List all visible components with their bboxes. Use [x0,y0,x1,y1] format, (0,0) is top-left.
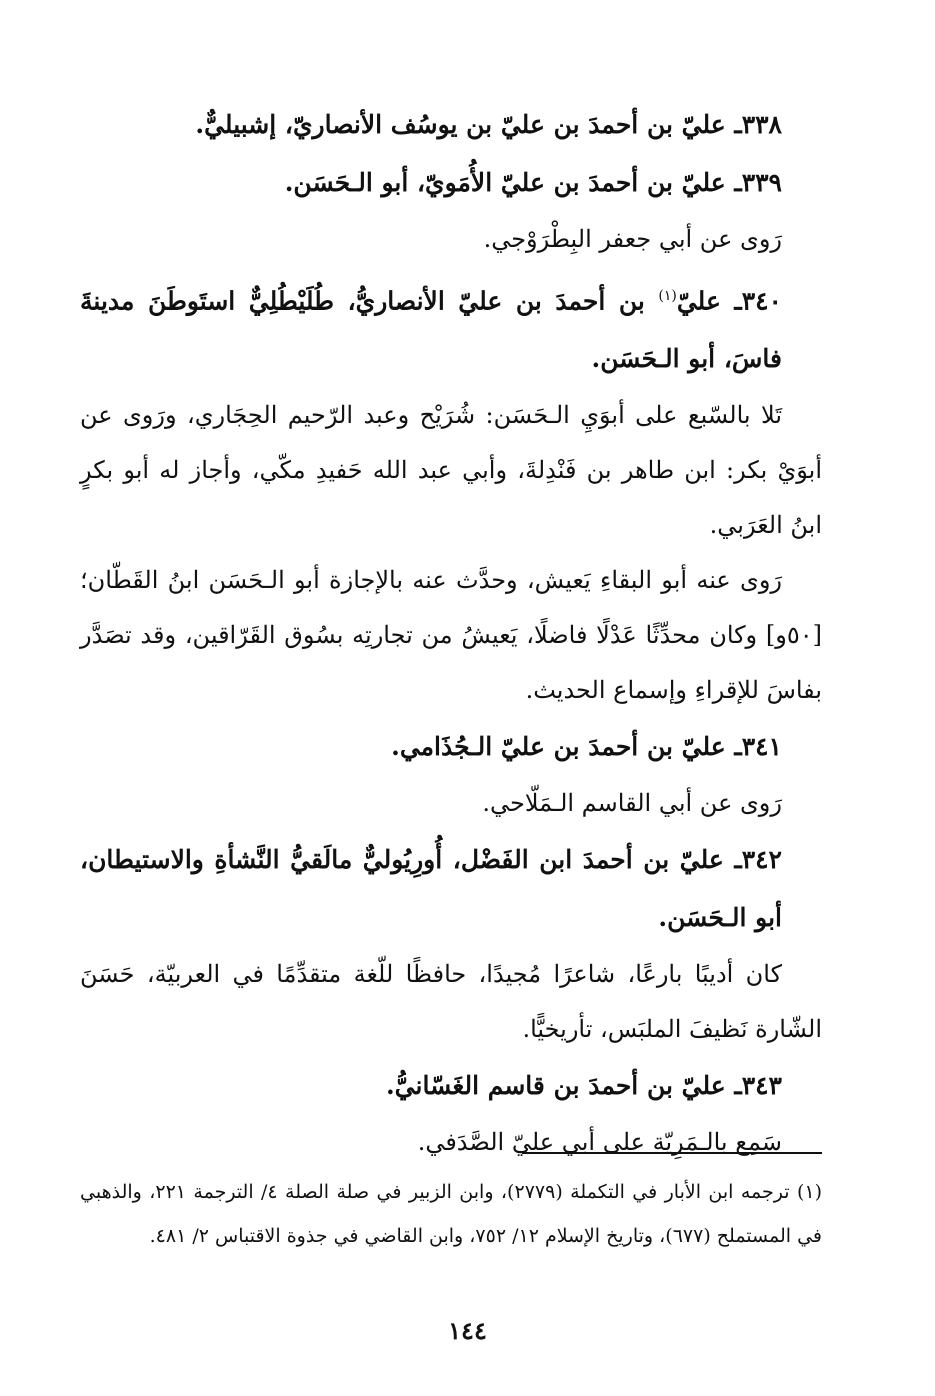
footnotes [80,1170,822,1258]
entry-340-paragraph-1: تَلا بالسّبع على أبوَيِ الـحَسَن: شُرَيْح وعبد الرّحيم الحِجَاري، ورَوى عن أبوَيْ بكر: ابن طاهر بن فَنْدِلةَ، وأبي عبد الله حَفيدِ مكّي، وأجاز له أبو بكرٍ ابنُ العَرَبي. [80,401,822,540]
entry-341-title: ٣٤١ـ عليّ بن أحمدَ بن عليّ الـجُذَامي. [391,732,782,762]
entry-341-text: رَوى عن أبي القاسم الـمَلّاحي. [482,789,782,818]
entry-342-text: كان أديبًا بارعًا، شاعرًا مُجيدًا، حافظًا للّغة متقدِّمًا في العربيّة، حَسَنَ الشّارة نَظيفَ الملبَس، تأريخيًّا. [80,960,822,1044]
footnote-1: (١) ترجمه ابن الأبار في التكملة (٢٧٧٩)، وابن الزبير في صلة الصلة ٤/ الترجمة ٢٢١، والذهبي في المستملح (٦٧٧)، وتاريخ الإسلام ١٢/ ٧٥٢، وابن القاضي في جذوة الاقتباس ٢/ ٤٨١. [80,1181,823,1247]
entry-338-title: ٣٣٨ـ عليّ بن أحمدَ بن عليّ بن يوسُف الأنصاريّ، إشبيليٌّ. [195,110,782,139]
entry-340-title-start: ٣٤٠ـ عليّ [676,286,782,316]
entry-342-title: ٣٤٢ـ عليّ بن أحمدَ ابن الفَضْل، أُورِيُوليٌّ مالَقيُّ النَّشأةِ والاستيطان، أبو الـحَسَن. [80,845,782,933]
footnote-ref: (١) [658,288,677,304]
entry-343-title: ٣٤٣ـ عليّ بن أحمدَ بن قاسم الغَسّانيُّ. [385,1071,782,1101]
page-number: ١٤٤ [448,1316,487,1345]
entry-340-title-end: بن أحمدَ بن عليّ الأنصاريُّ، طُلَيْطُلِيٌّ استَوطَنَ مدينةَ فاسَ، أبو الـحَسَن. [80,286,782,374]
entry-339-title: ٣٣٩ـ عليّ بن أحمدَ بن عليّ الأُمَويّ، أبو الـحَسَن. [284,168,782,197]
entry-343-text: سَمِع بالـمَرِيّة على أبي عليّ الصَّدَفي. [417,1128,782,1157]
page-body [80,96,822,1170]
footnote-divider [522,1152,822,1154]
entry-340-title [80,267,822,388]
entry-340-paragraph-2: رَوى عنه أبو البقاءِ يَعيش، وحدَّث عنه بالإجازة أبو الـحَسَن ابنُ القَطّان؛ [٥٠و] وكان محدِّثًا عَدْلًا فاضلًا، يَعيشُ من تجارتِه بسُوق القَرّاقين، وقد تصَدَّر بفاسَ للإقراءِ وإسماع الحديث. [80,566,822,705]
entry-339-text: رَوى عن أبي جعفر البِطْرَوْجي. [483,225,782,253]
